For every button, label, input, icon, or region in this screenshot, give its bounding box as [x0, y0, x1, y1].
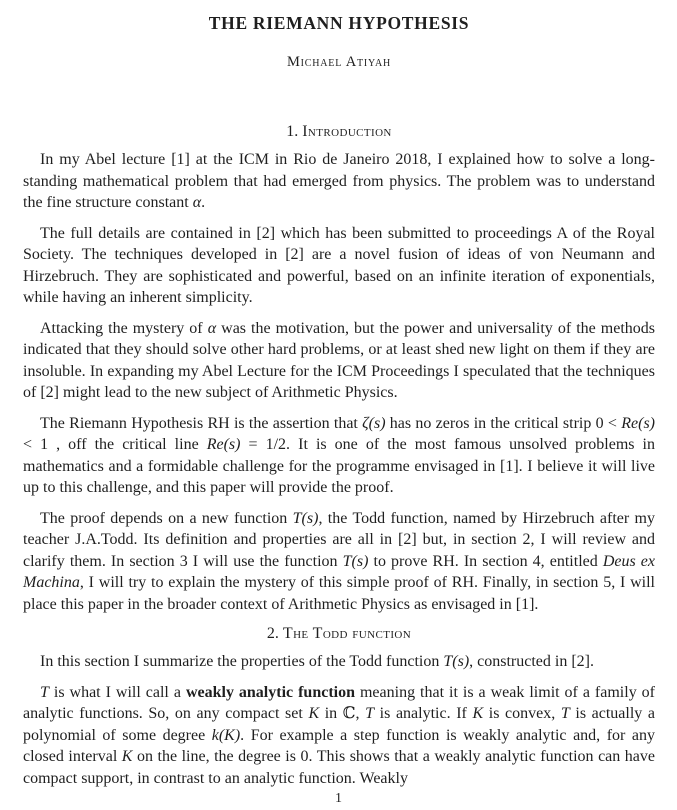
author-name: Michael Atiyah [286, 54, 392, 70]
section-1-number: 1. [286, 123, 299, 140]
paper-title: THE RIEMANN HYPOTHESIS [208, 13, 470, 33]
text-segment: weakly analytic function [185, 683, 356, 701]
text-segment: T [40, 683, 49, 701]
section-1-heading [23, 121, 655, 142]
text-segment: is what I will call a [48, 683, 186, 701]
text-segment: , constructed in [2]. [469, 653, 595, 670]
text-segment: Re(s) [206, 436, 241, 453]
text-segment: on the line, the degree is 0. This shows that a weakly analytic function can have compact support, in contrast to an analytic function. Weakly [23, 748, 656, 787]
text-segment: , I will try to explain the mystery of this simple proof of RH. Finally, in section 5, I will place this paper in the broader context of Arithmetic Physics as envisaged in [1]. [23, 574, 655, 613]
text-segment: ζ(s) [362, 414, 386, 432]
text-segment: is actually a polynomial of some degree [23, 705, 656, 744]
text-segment: The proof depends on a new function [40, 509, 293, 527]
text-segment: . For example a step function is weakly analytic and, for any closed interval [23, 726, 655, 765]
section-1-title: Introduction [302, 123, 392, 140]
section-2-heading [23, 623, 655, 644]
text-segment: α [207, 319, 217, 337]
text-segment: . [201, 194, 206, 211]
text-segment: T(s) [342, 552, 369, 570]
text-segment: k(K) [211, 726, 241, 744]
text-segment: Re(s) [621, 414, 655, 432]
section-2-number: 2. [266, 625, 279, 642]
text-segment: The full details are contained in [2] which has been submitted to proceedings A of the Royal Society. The techniques developed in [2] are a novel fusion of ideas of von Neumann and Hirzebruch. They are sophisticated and powerful, based on an infinite iteration of exponentials, while having an inherent simplicity. [23, 224, 655, 306]
text-segment: meaning that it is a weak limit of a family of analytic functions. So, on any compact set [23, 683, 656, 722]
text-segment: In my Abel lecture [1] at the ICM in Rio de Janeiro 2018, I explained how to solve a long-standing mathematical problem that had emerged from physics. The problem was to understand the fine structure constant [23, 151, 655, 211]
paragraph-todd-1 [23, 651, 655, 673]
text-segment: , the Todd function, named by Hirzebruch after my teacher J.A.Todd. Its definition and properties are all in [2] but, in section 2, I will review and clarify them. In section 3 I will use the function [23, 509, 656, 570]
text-segment: In this section I summarize the properties of the Todd function [40, 653, 444, 670]
text-segment: = 1/2. It is one of the most famous unsolved problems in mathematics and a formidable challenge for the programme envisaged in [1]. I believe it will live up to this challenge, and this paper will provide the proof. [23, 436, 656, 496]
text-segment: K [308, 705, 320, 722]
text-segment: K [121, 748, 133, 765]
text-segment: T [560, 705, 570, 722]
text-segment: K [472, 705, 484, 722]
text-segment: T [365, 705, 375, 722]
paragraph-intro-2 [23, 223, 655, 309]
paragraph-intro-1 [23, 149, 655, 214]
text-segment: < 1 , off the critical line [23, 436, 207, 453]
text-segment: Deus ex Machina [23, 552, 655, 591]
paragraph-todd-2 [23, 682, 655, 790]
text-segment: The Riemann Hypothesis RH is the assertion that [40, 414, 363, 432]
text-segment: is convex, [483, 705, 561, 722]
text-segment: in ℂ, [319, 705, 366, 722]
text-segment: was the motivation, but the power and universality of the methods indicated that they should solve other hard problems, or at least shed new light on them if they are insoluble. In expanding my Abel Lecture for the ICM Proceedings I speculated that the techniques of [2] might lead to the new subject of Arithmetic Physics. [23, 319, 656, 401]
text-segment: to prove RH. In section 4, entitled [368, 552, 603, 570]
text-segment: has no zeros in the critical strip 0 < [385, 414, 622, 432]
page-number: 1 [335, 791, 342, 806]
text-segment: T(s) [292, 509, 319, 527]
text-segment: α [192, 194, 202, 211]
paragraph-intro-3 [23, 318, 655, 404]
paragraph-intro-5 [23, 508, 655, 616]
text-segment: T(s) [443, 653, 470, 670]
text-segment: Attacking the mystery of [40, 319, 208, 337]
paragraph-intro-4 [23, 413, 655, 499]
text-segment: is analytic. If [374, 705, 473, 722]
section-2-title: The Todd function [282, 625, 412, 642]
